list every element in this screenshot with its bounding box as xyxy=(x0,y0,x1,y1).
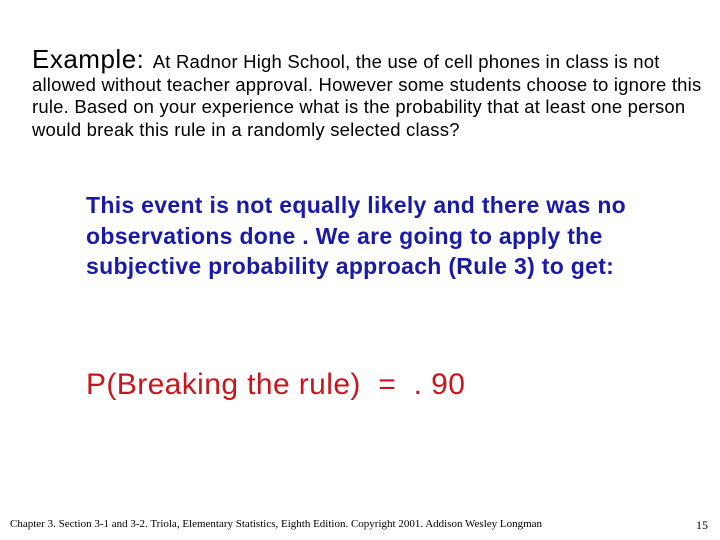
explanation-text: This event is not equally likely and there was no observations done . We are going to apply the subjective probability approach (Rule 3) to get: xyxy=(86,192,627,279)
example-text: At Radnor High School, the use of cell phones in class is not allowed without teacher approval. However some students choose to ignore this rule. Based on your experience what is the probability that at least one person would break this rule in a randomly selected class? xyxy=(32,51,702,140)
page-number: 15 xyxy=(696,518,708,532)
example-paragraph xyxy=(32,44,704,141)
probability-result: P(Breaking the rule) = . 90 xyxy=(86,368,466,401)
example-label: Example: xyxy=(32,44,145,74)
footer-citation: Chapter 3. Section 3-1 and 3-2. Triola, Elementary Statistics, Eighth Edition. Copyright 2001. Addison Wesley Longman xyxy=(10,518,543,530)
